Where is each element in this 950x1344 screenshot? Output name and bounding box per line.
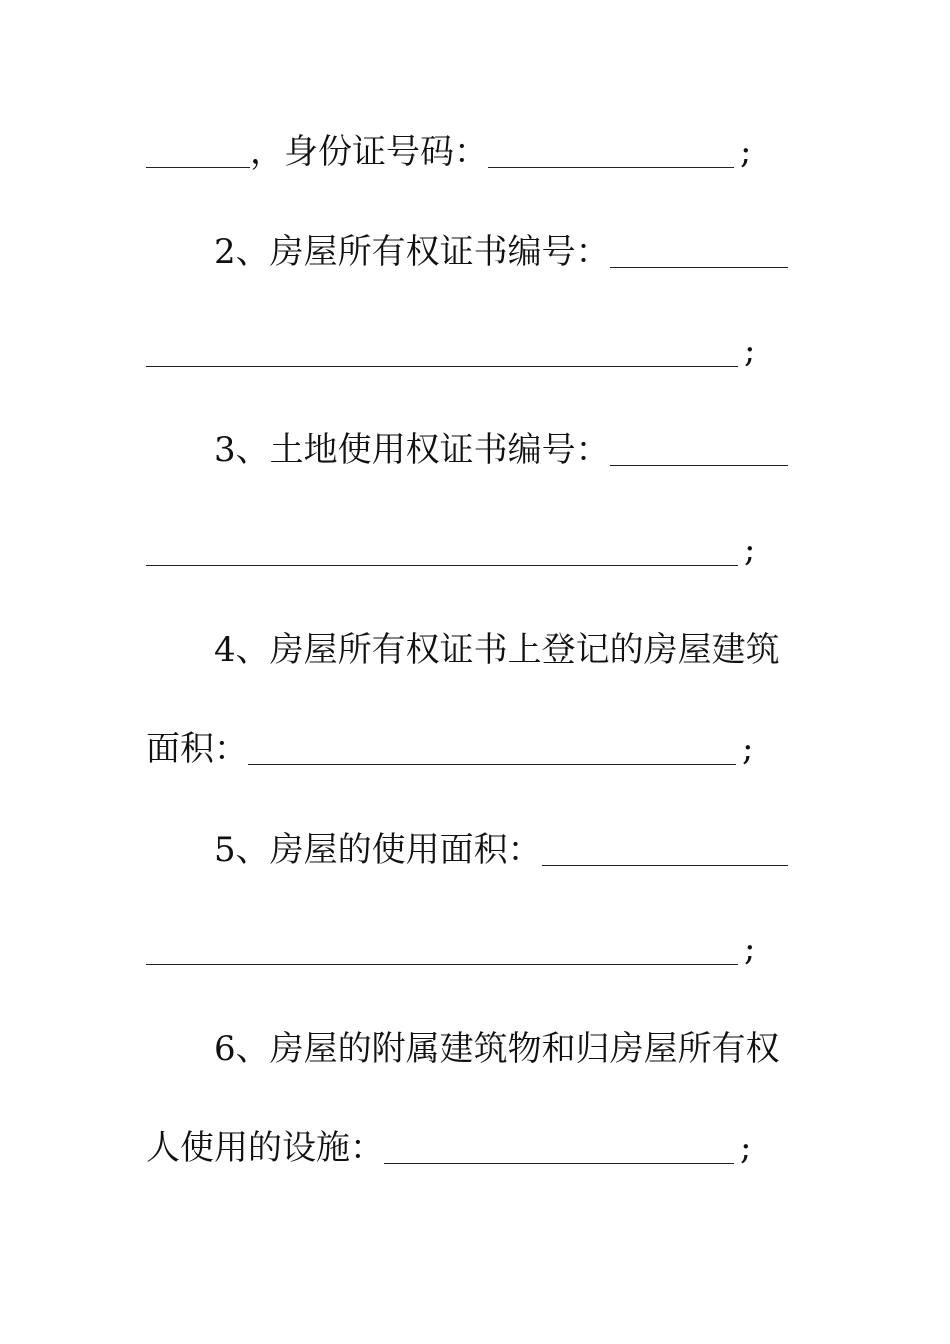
id-number-blank[interactable] [488, 131, 734, 168]
land-cert-number-blank[interactable] [146, 529, 738, 566]
facilities-line [214, 1025, 806, 1073]
usable-area-line [214, 826, 806, 874]
area-label: 面积： [146, 729, 248, 769]
usable-area-continuation [146, 925, 806, 973]
house-cert-number-continuation [146, 327, 806, 375]
facilities-label: 6、房屋的附属建筑物和归房屋所有权 [214, 1029, 780, 1069]
building-area-blank[interactable] [248, 728, 736, 765]
line-end-semicolon: ; [744, 331, 756, 371]
usable-area-blank[interactable] [146, 928, 738, 965]
line-end-semicolon: ; [740, 132, 752, 172]
id-number-line [146, 128, 806, 176]
name-blank[interactable] [146, 131, 250, 168]
id-number-label: ，身份证号码： [250, 132, 488, 172]
house-cert-number-blank-start[interactable] [610, 231, 788, 268]
facilities-blank[interactable] [384, 1127, 734, 1164]
line-end-semicolon: ; [742, 729, 754, 769]
usable-area-label: 5、房屋的使用面积： [214, 830, 542, 870]
land-cert-number-label: 3、土地使用权证书编号： [214, 430, 610, 470]
line-end-semicolon: ; [744, 530, 756, 570]
land-cert-number-continuation [146, 526, 806, 574]
house-cert-number-blank[interactable] [146, 330, 738, 367]
line-end-semicolon: ; [744, 929, 756, 969]
building-area-label: 4、房屋所有权证书上登记的房屋建筑 [214, 630, 780, 670]
land-cert-number-line [214, 426, 806, 474]
usable-area-blank-start[interactable] [542, 829, 788, 866]
building-area-continuation [146, 725, 806, 773]
building-area-line [214, 626, 806, 674]
line-end-semicolon: ; [740, 1128, 752, 1168]
facilities-continuation [146, 1124, 806, 1172]
land-cert-number-blank-start[interactable] [610, 429, 788, 466]
house-cert-number-line [214, 228, 806, 276]
facilities-label-cont: 人使用的设施： [146, 1128, 384, 1168]
house-cert-number-label: 2、房屋所有权证书编号： [214, 232, 610, 272]
